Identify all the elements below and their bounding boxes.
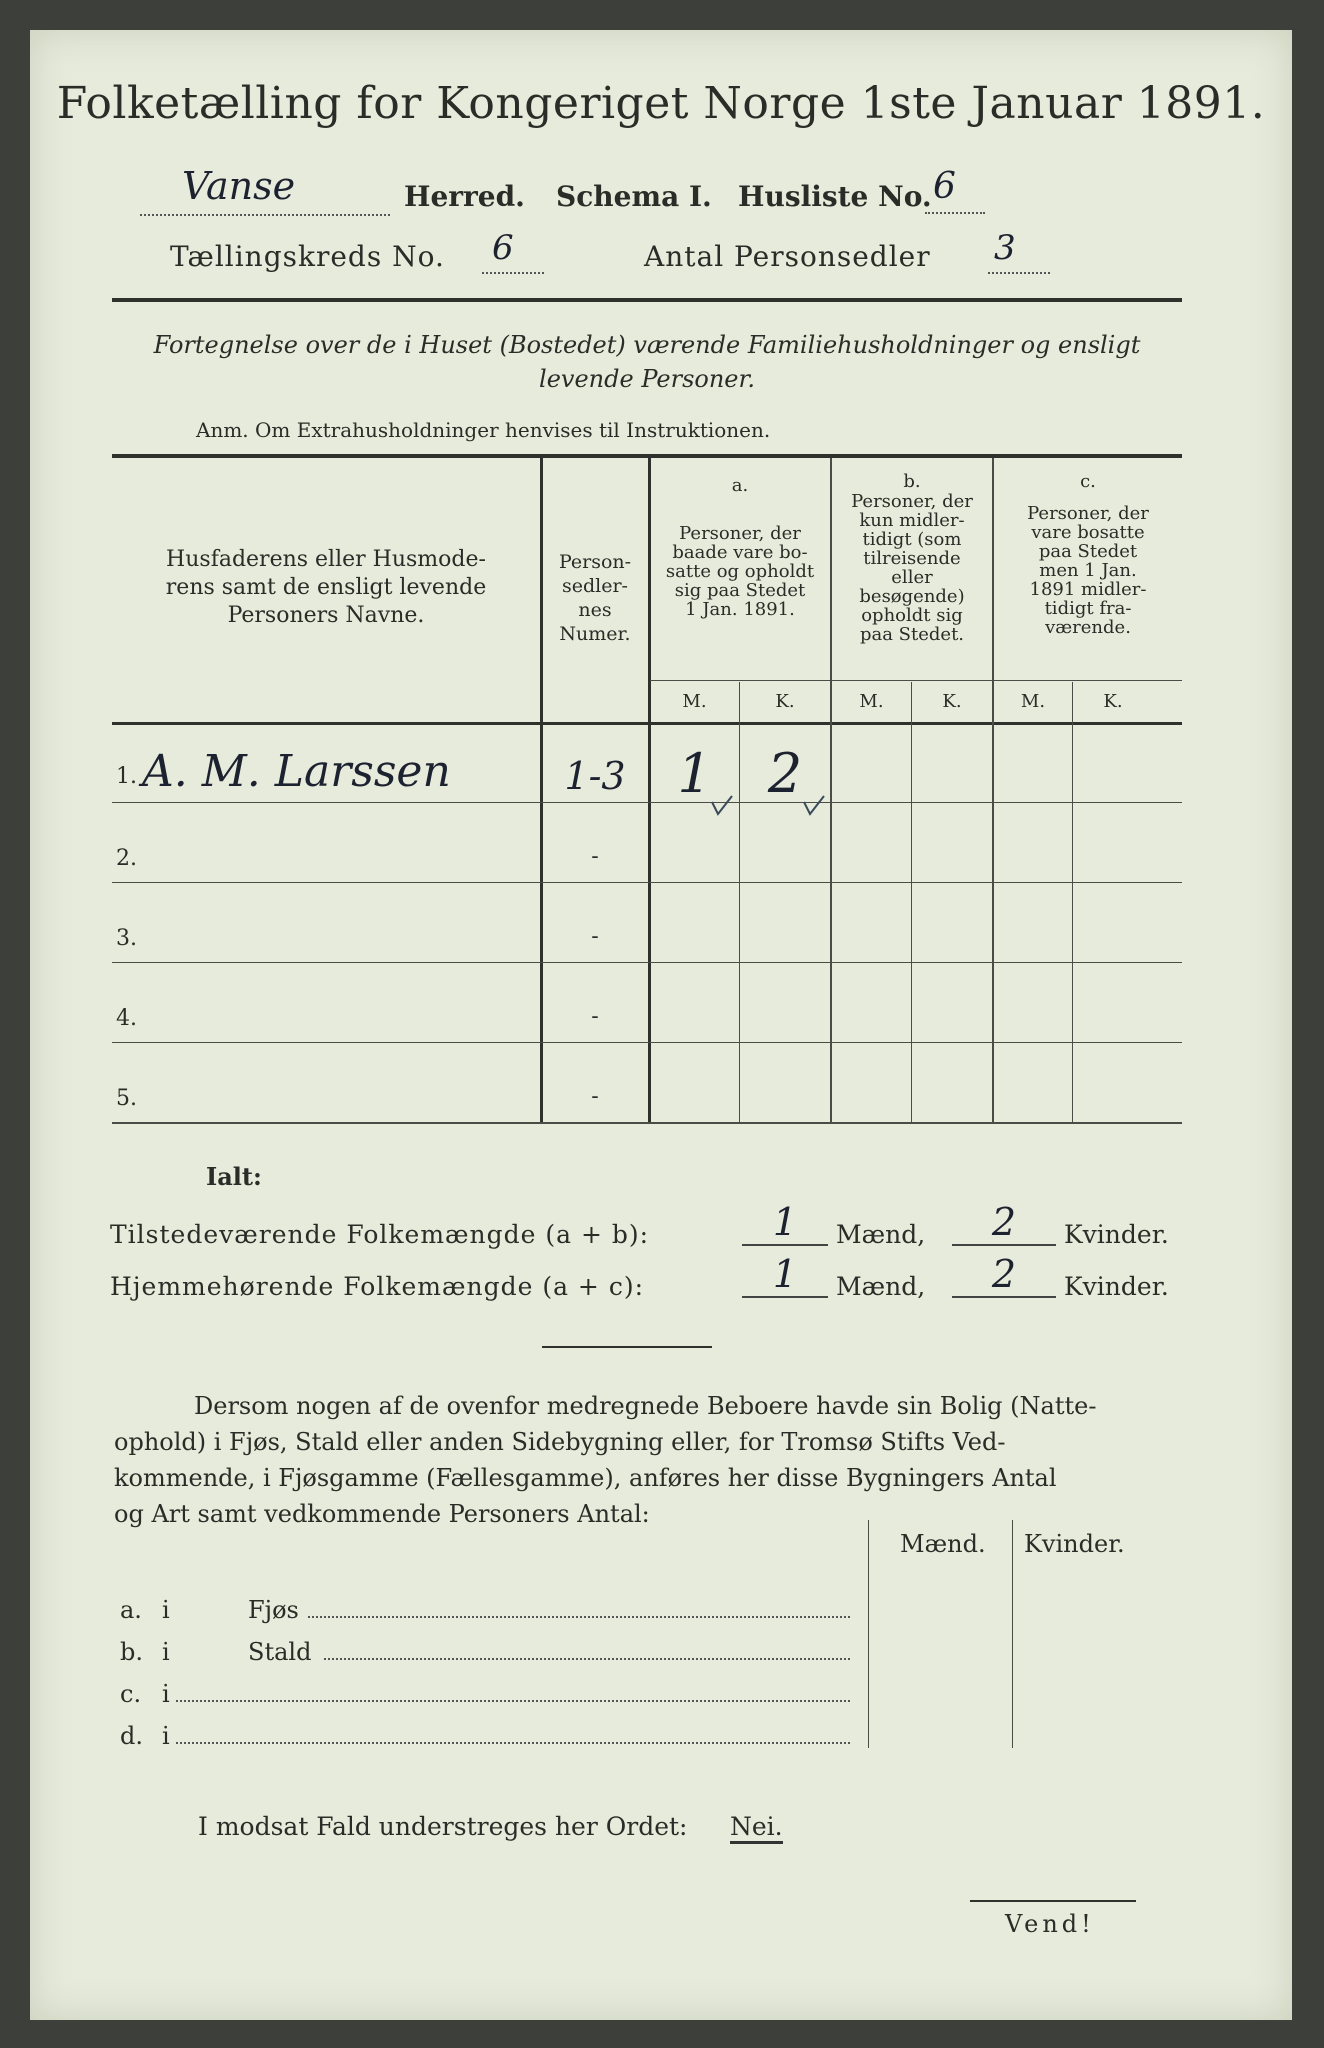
row-rule <box>112 802 1182 803</box>
col-c-header-line: 1891 midler- <box>1029 579 1147 600</box>
col-c-header-line: vare bosatte <box>1031 522 1145 543</box>
antal-field <box>988 228 1050 274</box>
buildings-vline-1 <box>868 1520 869 1748</box>
c-k-label: K. <box>1103 691 1123 712</box>
header-rule <box>112 298 1182 302</box>
a-k-label: K. <box>775 691 795 712</box>
c-m-label: M. <box>1020 691 1046 712</box>
col-a-header <box>650 524 830 619</box>
b-m-label: M. <box>859 691 884 712</box>
tilstede-maend-label: Mænd, <box>836 1220 926 1249</box>
row-personsedler-num: - <box>591 844 599 869</box>
hjemme-k-value: 2 <box>991 1252 1017 1296</box>
col-name-header-line: Husfaderens eller Husmode- <box>166 547 486 572</box>
col-a-header-line: 1 Jan. 1891. <box>685 599 795 620</box>
col-name-header-line: Personers Navne. <box>227 603 425 628</box>
col-b-header-line: tilreisende <box>863 548 961 569</box>
schema-label: Schema I. <box>556 180 712 213</box>
col-num-header-line: sedler- <box>562 575 628 597</box>
vend-rule <box>970 1900 1136 1902</box>
nei-word: Nei. <box>730 1812 783 1844</box>
building-item-d-letter: d. <box>120 1722 143 1750</box>
col-num-header-line: Numer. <box>559 623 631 645</box>
anm-note: Anm. Om Extrahusholdninger henvises til Instruktionen. <box>196 418 771 442</box>
col-b-header-line: Personer, der <box>851 491 973 512</box>
taellingskreds-label: Tællingskreds No. <box>170 240 445 273</box>
buildings-maend-header: Mænd. <box>900 1530 986 1558</box>
col-name-header <box>112 546 540 630</box>
tilstede-k-underline <box>952 1244 1056 1246</box>
antal-value: 3 <box>994 228 1016 268</box>
building-item-a-prep: i <box>162 1596 170 1624</box>
building-item-c-letter: c. <box>120 1680 142 1708</box>
row-rule <box>112 962 1182 963</box>
husliste-field <box>925 166 985 214</box>
hjemme-maend-label: Mænd, <box>836 1272 926 1301</box>
taellingskreds-value: 6 <box>492 228 514 268</box>
table-top-rule <box>112 454 1182 458</box>
row-a-k-value: 2 <box>767 742 803 805</box>
row-rule <box>112 882 1182 883</box>
col-c-letter: c. <box>1080 471 1096 492</box>
buildings-para-line: og Art samt vedkommende Personers Antal: <box>114 1500 650 1528</box>
herred-field <box>140 164 390 216</box>
building-item-a-letter: a. <box>120 1596 142 1624</box>
a-m-label: M. <box>682 691 707 712</box>
col-a-header-line: sig paa Stedet <box>674 580 806 601</box>
col-b-header-line: eller <box>891 567 933 588</box>
tilstede-label: Tilstedeværende Folkemængde (a + b): <box>110 1220 650 1249</box>
check-mark-icon <box>710 794 734 818</box>
row-personsedler-num: - <box>591 924 599 949</box>
col-b-header-line: opholdt sig <box>861 605 963 626</box>
vline-c-mk <box>1072 682 1073 1122</box>
hjemme-m-value: 1 <box>772 1252 798 1296</box>
building-item-b-dots <box>324 1658 850 1660</box>
household-table <box>112 454 1182 1124</box>
building-item-a-dots <box>308 1616 850 1618</box>
tilstede-kvinder-label: Kvinder. <box>1064 1220 1169 1249</box>
form-title: Folketælling for Kongeriget Norge 1ste Januar 1891. <box>56 78 1266 129</box>
intro-line-1: Fortegnelse over de i Huset (Bostedet) værende Familiehusholdninger og ensligt <box>153 331 1141 359</box>
buildings-kvinder-header: Kvinder. <box>1024 1530 1125 1558</box>
hjemme-k-underline <box>952 1296 1056 1298</box>
col-a-header-line: satte og opholdt <box>665 561 815 582</box>
row-number: 4. <box>116 1006 137 1031</box>
row-number: 5. <box>116 1086 137 1111</box>
building-item-c-dots <box>176 1700 850 1702</box>
vend-text: Vend! <box>1005 1910 1095 1938</box>
col-b-header <box>832 492 992 644</box>
husliste-label: Husliste No. <box>738 180 932 213</box>
buildings-paragraph <box>114 1388 1184 1532</box>
hjemme-label: Hjemmehørende Folkemængde (a + c): <box>110 1272 644 1301</box>
vline-b-mk <box>911 682 912 1122</box>
row-a-m-value: 1 <box>677 742 712 805</box>
col-a-header-line: baade vare bo- <box>672 542 808 563</box>
row-personsedler-num: - <box>591 1004 599 1029</box>
row-number: 2. <box>116 846 137 871</box>
row-number: 1. <box>116 764 137 789</box>
col-c-header-line: tidigt fra- <box>1044 598 1132 619</box>
section-divider <box>542 1346 712 1348</box>
husliste-value: 6 <box>933 166 956 207</box>
col-a-header-line: Personer, der <box>679 523 801 544</box>
col-b-header-line: kun midler- <box>859 510 965 531</box>
building-item-d-prep: i <box>162 1722 170 1750</box>
taellingskreds-field <box>482 228 544 274</box>
col-c-header-line: paa Stedet <box>1038 541 1138 562</box>
col-c-header-line: værende. <box>1045 617 1131 638</box>
ialt-label: Ialt: <box>206 1162 262 1191</box>
row-rule <box>112 1042 1182 1043</box>
buildings-para-line: Dersom nogen af de ovenfor medregnede Beboere havde sin Bolig (Natte- <box>194 1392 1097 1420</box>
building-item-a-label: Fjøs <box>248 1596 299 1624</box>
table-bottom-rule <box>112 1122 1182 1124</box>
col-num-header <box>542 550 648 646</box>
census-form-page <box>30 30 1292 2020</box>
col-b-header-line: paa Stedet. <box>859 624 965 645</box>
intro-text <box>110 328 1184 396</box>
antal-label: Antal Personsedler <box>644 240 931 273</box>
row-name: A. M. Larssen <box>142 746 451 797</box>
tilstede-m-value: 1 <box>772 1200 798 1244</box>
tilstede-k-value: 2 <box>991 1200 1017 1244</box>
col-b-header-line: tidigt (som <box>862 529 962 550</box>
intro-line-2: levende Personer. <box>539 365 755 393</box>
tilstede-m-underline <box>742 1244 828 1246</box>
table-header-rule <box>112 722 1182 725</box>
mk-rule <box>650 680 1182 681</box>
col-b-letter: b. <box>903 471 921 492</box>
check-mark-icon <box>802 794 826 818</box>
building-item-b-letter: b. <box>120 1638 143 1666</box>
building-item-d-dots <box>176 1742 850 1744</box>
col-c-header <box>994 504 1182 637</box>
row-personsedler-num: - <box>591 1084 599 1109</box>
col-name-header-line: rens samt de ensligt levende <box>165 575 487 600</box>
herred-value: Vanse <box>182 164 296 208</box>
row-number: 3. <box>116 926 137 951</box>
buildings-vline-2 <box>1012 1520 1013 1748</box>
buildings-para-line: ophold) i Fjøs, Stald eller anden Sidebygning eller, for Tromsø Stifts Ved- <box>114 1428 1006 1456</box>
building-item-c-prep: i <box>162 1680 170 1708</box>
row-personsedler-num: 1-3 <box>564 754 626 798</box>
b-k-label: K. <box>942 691 962 712</box>
col-c-header-line: Personer, der <box>1027 503 1149 524</box>
col-a-letter: a. <box>731 475 749 496</box>
hjemme-kvinder-label: Kvinder. <box>1064 1272 1169 1301</box>
col-c-header-line: men 1 Jan. <box>1039 560 1137 581</box>
hjemme-m-underline <box>742 1296 828 1298</box>
col-b-header-line: besøgende) <box>859 586 965 607</box>
building-item-b-label: Stald <box>248 1638 312 1666</box>
building-item-b-prep: i <box>162 1638 170 1666</box>
herred-label: Herred. <box>404 180 525 213</box>
modsat-text: I modsat Fald understreges her Ordet: <box>198 1812 688 1841</box>
buildings-para-line: kommende, i Fjøsgamme (Fællesgamme), anføres her disse Bygningers Antal <box>114 1464 1057 1492</box>
col-num-header-line: nes <box>578 599 612 621</box>
col-num-header-line: Person- <box>558 551 632 573</box>
